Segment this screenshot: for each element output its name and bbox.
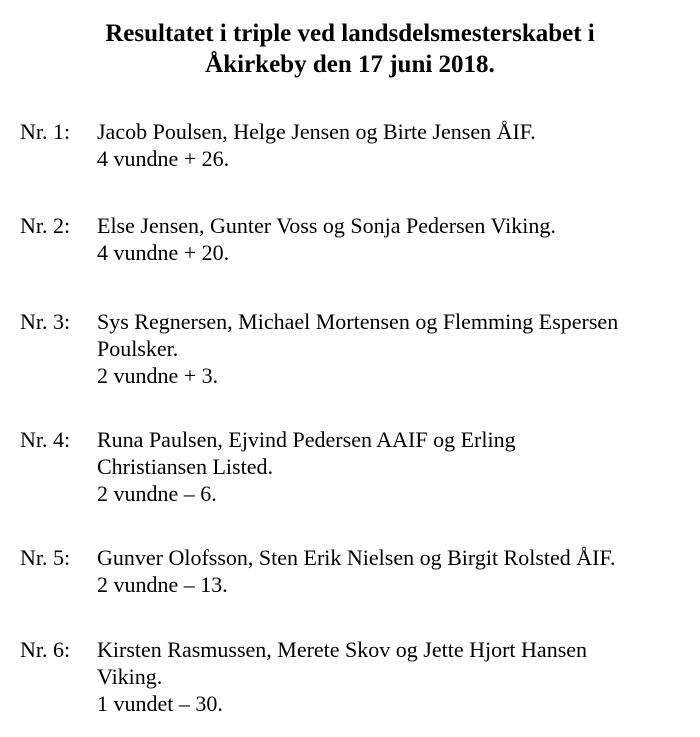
- result-details: [97, 636, 697, 717]
- result-score: 2 vundne + 3.: [97, 363, 219, 388]
- title-line-2: Åkirkeby den 17 juni 2018.: [205, 51, 495, 78]
- result-rank: Nr. 6:: [20, 637, 71, 662]
- result-rank: Nr. 3:: [20, 309, 71, 334]
- result-score: 2 vundne – 6.: [97, 481, 217, 506]
- result-score: 4 vundne + 20.: [97, 240, 230, 265]
- result-rank: Nr. 5:: [20, 545, 71, 570]
- result-team: Runa Paulsen, Ejvind Pedersen AAIF og Erling: [97, 427, 516, 452]
- result-team: Gunver Olofsson, Sten Erik Nielsen og Birgit Rolsted ÅIF.: [97, 545, 616, 570]
- result-details: [97, 212, 697, 266]
- result-rank: Nr. 2:: [20, 213, 71, 238]
- result-club: Christiansen Listed.: [97, 454, 273, 479]
- result-details: [97, 426, 697, 507]
- result-club: Poulsker.: [97, 336, 179, 361]
- result-score: 2 vundne – 13.: [97, 572, 228, 597]
- result-score: 1 vundet – 30.: [97, 691, 223, 716]
- result-score: 4 vundne + 26.: [97, 146, 230, 171]
- result-club: Viking.: [97, 664, 163, 689]
- document-title: [0, 18, 700, 80]
- result-team: Jacob Poulsen, Helge Jensen og Birte Jensen ÅIF.: [97, 119, 536, 144]
- result-team: Kirsten Rasmussen, Merete Skov og Jette Hjort Hansen: [97, 637, 588, 662]
- result-team: Else Jensen, Gunter Voss og Sonja Pedersen Viking.: [97, 213, 556, 238]
- result-details: [97, 118, 697, 172]
- result-details: [97, 544, 697, 598]
- result-rank: Nr. 1:: [20, 119, 71, 144]
- title-line-1: Resultatet i triple ved landsdelsmesterskabet i: [105, 20, 595, 47]
- result-team: Sys Regnersen, Michael Mortensen og Flemming Espersen: [97, 309, 619, 334]
- result-rank: Nr. 4:: [20, 427, 71, 452]
- result-details: [97, 308, 697, 389]
